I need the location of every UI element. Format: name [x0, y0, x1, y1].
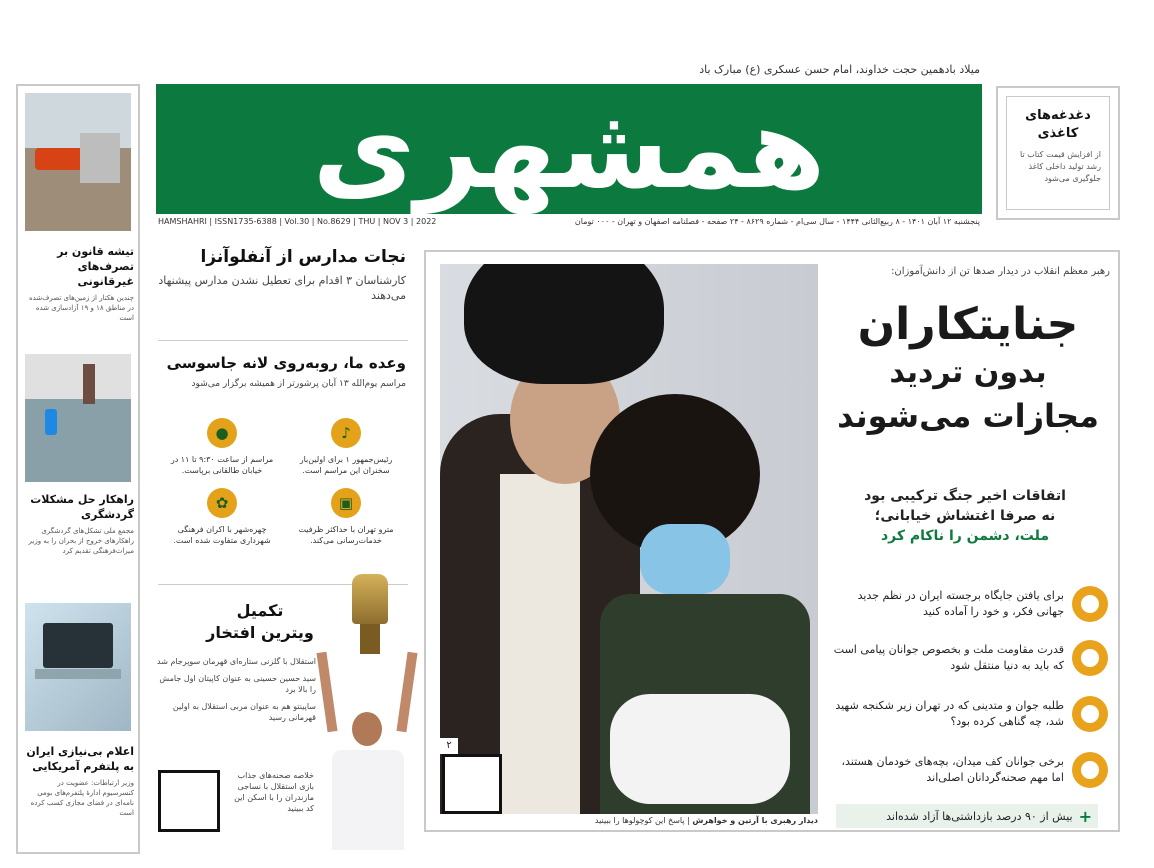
side-teaser-title: دغدغه‌های کاغذی — [1025, 108, 1091, 141]
occasion-line: میلاد با‌دهمین حجت خداوند، امام حسن عسکری (ع) مبارک باد — [699, 63, 980, 76]
main-bullet-1: برای یافتن جایگاه برجسته ایران در نظم جدید جهانی فکر، و خود را آماده کنید — [857, 589, 1064, 618]
sport-title-2[interactable]: ویترین افتخار — [206, 623, 314, 642]
trophy-player-photo[interactable] — [316, 572, 420, 852]
photo-caption: دیدار رهبری با آرتین و خواهرش — [692, 816, 818, 825]
plus-icon: + — [1078, 806, 1092, 826]
gold-star-bullet-icon — [1072, 586, 1108, 622]
main-bullet-3: طلبه جوان و متدینی که در تهران زیر شکنجه شهید شد، چه گناهی کرده بود؟ — [835, 699, 1064, 728]
page-number: ۲ — [440, 738, 458, 754]
main-headline-1[interactable]: جنایتکاران — [857, 299, 1079, 350]
sport-bullet-3: ساپینتو هم به عنوان مربی استقلال به اولین قهرمانی رسید — [172, 702, 316, 722]
left-story-2-text: مجمع ملی تشکل‌های گردشگری راهکارهای خروج از بحران را به وزیر میراث‌فرهنگی تقدیم کرد — [28, 527, 134, 555]
icon-label-4: چهره‌شهر با اکران فرهنگی شهرداری متفاوت شده است. — [173, 525, 271, 545]
gold-star-bullet-icon — [1072, 752, 1108, 788]
english-info-line: HAMSHAHRI | ISSN1735-6388 | Vol.30 | No.8629 | THU | NOV 3 | 2022 — [158, 217, 437, 226]
side-teaser-text: از افزایش قیمت کتاب تا رشد تولید داخلی کاغذ جلوگیری می‌شود — [1020, 150, 1101, 183]
icon-label-1: رئیس‌جمهور ۱ برای اولین‌بار سخنران این مراسم است. — [299, 455, 393, 475]
logo-banner — [156, 84, 982, 214]
main-subhead-1: اتفاقات اخیر جنگ ترکیبی بود — [864, 488, 1066, 504]
icon-label-2: مراسم از ساعت ۹:۳۰ تا ۱۱ در خیابان طالقانی برپاست. — [170, 455, 274, 475]
main-qr-code[interactable] — [442, 754, 502, 814]
divider — [158, 340, 408, 341]
story-aban-title[interactable]: وعده ما، روبه‌روی لانه جاسوسی — [166, 354, 406, 372]
left-story-3-text: وزیر ارتباطات: عضویت در کنسرسیوم ادارهٔ پلتفرم‌های بومی نامه‌ای در فضای مجازی کسب کرده است — [30, 779, 134, 817]
main-headline-2[interactable]: بدون تردید — [889, 355, 1047, 390]
location-pin-icon: ● — [207, 418, 237, 448]
sport-bullet-2: سید حسین حسینی به عنوان کاپیتان اول جامش را بالا برد — [159, 674, 316, 694]
square-photo[interactable] — [25, 354, 131, 482]
demolition-photo[interactable] — [25, 93, 131, 231]
sport-caption: خلاصه صحنه‌های جذاب بازی استقلال با نساجی مازندران را با اسکن این کد ببینید — [234, 771, 314, 813]
release-note-bar[interactable] — [836, 804, 1098, 828]
story-aban-text: مراسم یوم‌الله ۱۳ آبان پرشورتر از همیشه برگزار می‌شود — [191, 379, 406, 389]
ornament-icon: ✿ — [207, 488, 237, 518]
persian-info-line: پنجشنبه ۱۲ آبان ۱۴۰۱ - ۸ ربیع‌الثانی ۱۴۴۴ - سال سی‌ام - شماره ۸۶۲۹ - ۲۴ صفحه - فصلنامه اصفهان و تهران - ۰۰۰ تومان — [574, 217, 980, 226]
left-story-3-title[interactable]: اعلام بی‌نیازی ایران به پلتفرم آمریکایی — [26, 745, 134, 773]
laptop-photo[interactable] — [25, 603, 131, 731]
main-bullet-4: برخی جوانان کف میدان، بچه‌های خودمان هستند، اما مهم صحنه‌گردانان اصلی‌اند — [841, 755, 1064, 784]
newspaper-logo: همشهری — [312, 84, 826, 214]
side-teaser-box[interactable] — [996, 86, 1120, 220]
release-note: بیش از ۹۰ درصد بازداشتی‌ها آزاد شده‌اند — [886, 809, 1073, 823]
photo-caption-2: پاسخ این کوچولوها را ببینید — [594, 816, 685, 825]
gold-star-bullet-icon — [1072, 696, 1108, 732]
story-flu-title[interactable]: نجات مدارس از آنفلوآنزا — [200, 247, 406, 267]
gold-star-bullet-icon — [1072, 640, 1108, 676]
sport-bullet-1: استقلال با گلزنی ستاره‌ای قهرمان سوپرجام شد — [157, 657, 316, 666]
left-story-1-text: چندین هکتار از زمین‌های تصرف‌شده در مناطق ۱۸ و ۱۹ آزادسازی شده است — [28, 294, 134, 322]
sport-title-1[interactable]: تکمیل — [236, 601, 284, 620]
metro-train-icon: ▣ — [331, 488, 361, 518]
main-kicker: رهبر معظم انقلاب در دیدار صدها تن از دانش‌آموزان: — [891, 266, 1110, 277]
sport-qr-code[interactable] — [158, 770, 220, 832]
main-subhead-3: ملت، دشمن را ناکام کرد — [880, 528, 1050, 544]
icon-label-3: مترو تهران با حداکثر ظرفیت خدمات‌رسانی می‌کند. — [298, 525, 394, 545]
main-headline-3[interactable]: مجازات می‌شوند — [837, 397, 1099, 435]
story-flu-text: کارشناسان ۳ اقدام برای تعطیل نشدن مدارس پیشنهاد می‌دهند — [158, 274, 406, 302]
main-photo[interactable] — [440, 264, 818, 814]
main-bullet-2: قدرت مقاومت ملت و بخصوص جوانان پیامی است که باید به دنیا منتقل شود — [833, 643, 1064, 672]
left-story-2-title[interactable]: راهکار حل مشکلات گردشگری — [30, 493, 134, 521]
main-subhead-2: نه صرفا اغتشاش خیابانی؛ — [874, 508, 1056, 524]
left-story-1-title[interactable]: تیشه قانون بر تصرف‌های غیرقانونی — [57, 245, 134, 288]
microphone-icon: ♪ — [331, 418, 361, 448]
